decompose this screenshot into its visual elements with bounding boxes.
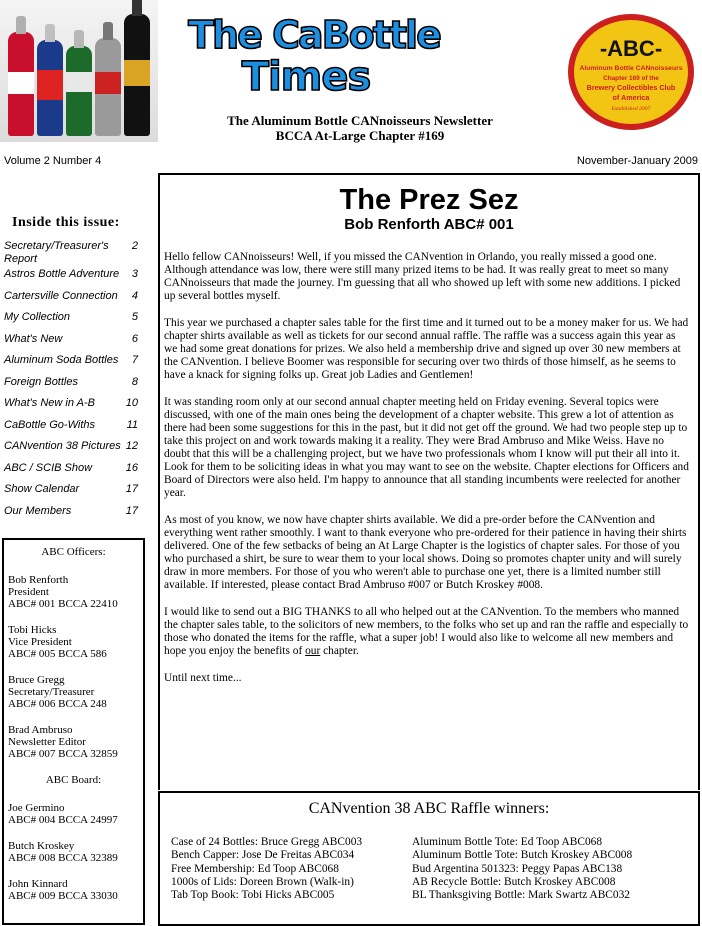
board-entry: Butch Kroskey ABC# 008 BCCA 32389 xyxy=(8,840,118,864)
green-bottle xyxy=(66,46,92,136)
seal-abbr: -ABC- xyxy=(599,36,663,61)
raffle-winner: 1000s of Lids: Doreen Brown (Walk-in) xyxy=(171,875,354,888)
contents-heading: Inside this issue: xyxy=(12,215,120,230)
masthead-logo-line2: Times xyxy=(241,54,371,100)
masthead-logo xyxy=(188,4,440,100)
toc-item[interactable]: Astros Bottle Adventure 3 xyxy=(4,268,138,280)
article-paragraph: Hello fellow CANnoisseurs! Well, if you missed the CANvention in Orlando, you really missed a good one. Although attendance was low, there were still many prized items to be had. It was really great to meet so many CANnoisseurs that made the journey. I'm guessing that all who showed up left with some new additions. I picked up several bottles myself. xyxy=(164,251,681,302)
red-bottle xyxy=(8,32,34,136)
article-body xyxy=(164,251,690,685)
article-closing: Until next time... xyxy=(164,672,242,684)
article-title: The Prez Sez xyxy=(339,184,519,216)
bottles-photo xyxy=(0,0,158,142)
raffle-winner: Tab Top Book: Tobi Hicks ABC005 xyxy=(171,889,335,902)
raffle-winner: Case of 24 Bottles: Bruce Gregg ABC003 xyxy=(171,836,363,848)
prez-sez-article xyxy=(158,173,700,790)
article-paragraph: It was standing room only at our second annual chapter meeting held on Friday evening. Several topics were discussed, with one of the main ones being the development of a chapter website. This grew a lot of attention as there had been some suggestions for this in the past, but it did not get off the ground. We had two people step up to take this project on and work towards making it a reality. They were Brad Ambruso and Mike Weiss. Have no doubt that this will be a challenging project, but we have two professionals whom I know will put their all into it. Look for them to be soliciting ideas in what you may want to see on the website. Chapter elections for Officers and Board of Directors were also held. I'm happy to announce that all standing incumbents were reelected for another year. xyxy=(164,396,689,499)
raffle-column-right xyxy=(412,836,653,902)
toc-item[interactable]: Secretary/Treasurer's Report 2 xyxy=(4,240,138,265)
toc-item[interactable]: CANvention 38 Pictures 12 xyxy=(4,440,138,452)
blue-bottle xyxy=(37,40,63,136)
officers-heading: ABC Officers: xyxy=(41,546,106,558)
toc-item[interactable]: Foreign Bottles 8 xyxy=(4,375,138,388)
toc-item[interactable]: What's New in A-B 10 xyxy=(4,397,138,409)
article-paragraph: This year we purchased a chapter sales table for the first time and it turned out to be a money maker for us. We had chapter shirts available as well as tickets for our second annual raffle. The raffle was a success again this year as we had some great donations for prizes. We also held a membership drive and signed up over 30 new members at the CANvention. I believe Boomer was responsible for securing over two thirds of those himself, as he seems to have a knack for signing folks up. Great job Ladies and Gentlemen! xyxy=(164,317,689,381)
black-bottle xyxy=(124,14,150,136)
raffle-column-left xyxy=(171,836,412,902)
seal-line3: Brewery Collectibles Club xyxy=(586,83,676,92)
toc-item[interactable]: Show Calendar 17 xyxy=(4,483,138,495)
raffle-title: CANvention 38 ABC Raffle winners: xyxy=(308,800,550,817)
toc-item[interactable]: Aluminum Soda Bottles 7 xyxy=(4,354,138,366)
seal-line2: Chapter 169 of the xyxy=(603,75,659,82)
toc-item[interactable]: Our Members 17 xyxy=(4,504,138,517)
officer-entry: Bob Renforth President ABC# 001 BCCA 22410 xyxy=(8,574,118,610)
raffle-winner: Bench Capper: Jose De Freitas ABC034 xyxy=(171,849,355,862)
masthead-logo-line1: The CaBottle xyxy=(188,13,440,57)
toc-item[interactable]: What's New 6 xyxy=(4,332,138,345)
seal-line1: Aluminum Bottle CANnoisseurs xyxy=(579,65,683,72)
table-of-contents xyxy=(4,240,138,526)
issue-date: November-January 2009 xyxy=(576,155,698,167)
silver-bottle xyxy=(95,38,121,136)
toc-item[interactable]: My Collection 5 xyxy=(4,311,138,323)
issue-volume: Volume 2 Number 4 xyxy=(4,155,102,167)
raffle-winner: BL Thanksgiving Bottle: Mark Swartz ABC032 xyxy=(412,889,630,902)
raffle-winner: Bud Argentina 501323: Peggy Papas ABC138 xyxy=(412,862,623,875)
raffle-winner: Aluminum Bottle Tote: Ed Toop ABC068 xyxy=(412,836,603,848)
officer-entry: Brad Ambruso Newsletter Editor ABC# 007 BCCA 32859 xyxy=(8,724,118,760)
raffle-winner: Free Membership: Ed Toop ABC068 xyxy=(171,862,339,875)
officer-entry: Bruce Gregg Secretary/Treasurer ABC# 006 BCCA 248 xyxy=(8,674,107,710)
toc-item[interactable]: ABC / SCIB Show 16 xyxy=(4,461,138,474)
board-entry: John Kinnard ABC# 009 BCCA 33030 xyxy=(8,878,118,902)
article-paragraph: I would like to send out a BIG THANKS to all who helped out at the CANvention. To the members who manned the chapter sales table, to the solicitors of new members, to the folks who set up and ran the raffle and especially to those who donated the items for the raffle, what a super job! I would also like to welcome all new members and hope you enjoy the benefits of our chapter. xyxy=(164,606,689,657)
raffle-winner: AB Recycle Bottle: Butch Kroskey ABC008 xyxy=(412,875,616,888)
seal-line5: Established 2007 xyxy=(611,106,651,112)
officers-box xyxy=(2,538,145,925)
article-byline: Bob Renforth ABC# 001 xyxy=(344,216,514,233)
chapter-name: BCCA At-Large Chapter #169 xyxy=(275,128,445,143)
board-entry: Joe Germino ABC# 004 BCCA 24997 xyxy=(8,802,118,826)
newsletter-title: The Aluminum Bottle CANnoisseurs Newsletter xyxy=(227,113,493,128)
seal-line4: of America xyxy=(612,93,650,102)
raffle-winners-box xyxy=(158,791,700,926)
toc-item[interactable]: CaBottle Go-Withs 11 xyxy=(4,418,138,431)
toc-item[interactable]: Cartersville Connection 4 xyxy=(4,289,138,302)
raffle-list xyxy=(171,836,698,902)
raffle-winner: Aluminum Bottle Tote: Butch Kroskey ABC008 xyxy=(412,849,633,862)
board-heading: ABC Board: xyxy=(45,774,102,786)
article-paragraph: As most of you know, we now have chapter shirts available. We did a pre-order before the CANvention and everything went rather smoothly. I want to thank everyone who pre-ordered for their patience in having their shirts delivered. One of the few setbacks of being an At Large Chapter is the logistics of chapter sales. For those of you who purchased a shirt, be sure to wear them to your local shows. Doing so promotes chapter unity and will surely draw in more members. For those of you who weren't able to purchase one yet, there is a limited number still available. If interested, please contact Brad Ambruso #007 or Butch Kroskey #008. xyxy=(164,514,687,591)
officer-entry: Tobi Hicks Vice President ABC# 005 BCCA 586 xyxy=(8,624,107,660)
club-seal xyxy=(566,12,696,132)
